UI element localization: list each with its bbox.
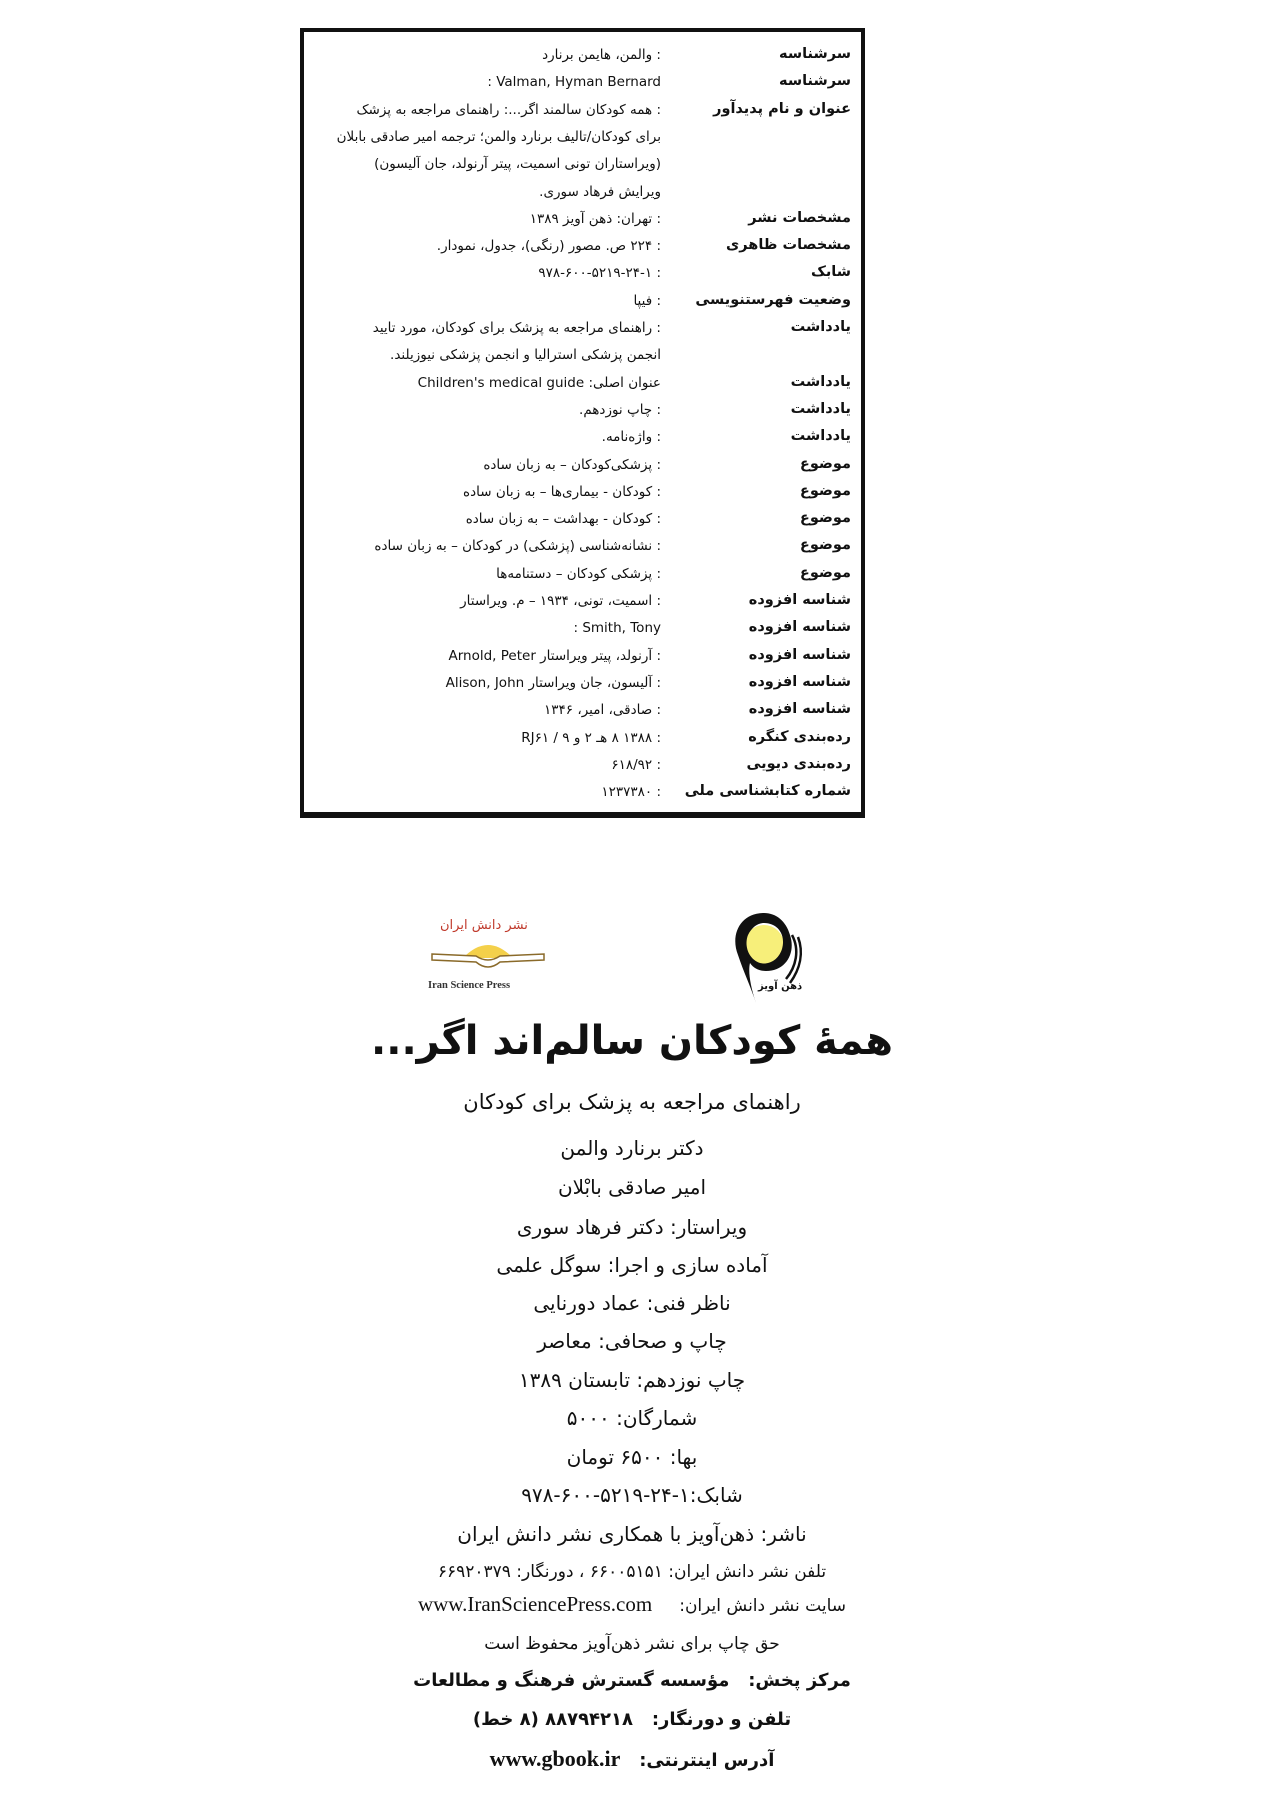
catalog-row xyxy=(304,155,861,182)
distribution-value: مؤسسه گسترش فرهنگ و مطالعات xyxy=(413,1670,730,1691)
catalog-field-label: شناسه افزوده xyxy=(748,701,851,718)
catalog-field-value: : چاپ نوزدهم. xyxy=(579,401,661,418)
catalog-field-label: یادداشت xyxy=(790,319,851,335)
catalog-field-value: : همه کودکان سالمند اگر...: راهنمای مراجعه به پزشک xyxy=(356,101,661,118)
cataloging-in-publication-box xyxy=(300,28,865,818)
translator: امیر صادقی بابْلان xyxy=(557,1175,707,1199)
catalog-row xyxy=(304,428,861,455)
editor: ویراستار: دکتر فرهاد سوری xyxy=(516,1215,748,1239)
site-label: سایت نشر دانش ایران: xyxy=(679,1596,847,1616)
catalog-field-value: : کودکان - بهداشت – به زبان ساده xyxy=(465,511,661,528)
publisher-site xyxy=(0,1592,1264,1617)
catalog-field-label: عنوان و نام پدیدآور xyxy=(713,100,851,117)
catalog-row xyxy=(304,537,861,564)
copyright: حق چاپ برای نشر ذهن‌آویز محفوظ است xyxy=(484,1634,780,1654)
tel-value: ۸۸۷۹۴۲۱۸ (۸ خط) xyxy=(472,1709,633,1730)
catalog-field-label: موضوع xyxy=(799,537,851,554)
catalog-field-label: شناسه افزوده xyxy=(748,619,851,636)
catalog-row xyxy=(304,237,861,264)
catalog-field-label: موضوع xyxy=(799,455,851,472)
catalog-field-label: مشخصات ظاهری xyxy=(726,237,851,254)
catalog-field-value: : اسمیت، تونی، ۱۹۳۴ – م. ویراستار xyxy=(460,593,661,609)
catalog-field-value: : ۱۲۳۷۳۸۰ xyxy=(601,784,661,801)
catalog-row xyxy=(304,101,861,128)
catalog-row xyxy=(304,701,861,728)
catalog-field-label: موضوع xyxy=(799,510,851,527)
catalog-row xyxy=(304,619,861,646)
catalog-field-value: : فیپا xyxy=(633,292,661,309)
catalog-field-value: : ۱۳۸۸ ۸ هـ ۲ و RJ۶۱ / ۹ xyxy=(521,729,661,746)
catalog-row xyxy=(304,346,861,373)
web-label: آدرس اینترنتی: xyxy=(639,1750,775,1771)
catalog-field-label: رده‌بندی کنگره xyxy=(748,728,851,745)
catalog-field-value: : آرنولد، پیتر ویراستار Arnold, Peter xyxy=(448,647,661,664)
catalog-row xyxy=(304,46,861,73)
catalog-row xyxy=(304,183,861,210)
catalog-field-value: : ۶۱۸/۹۲ xyxy=(611,756,661,773)
catalog-field-value: : واژه‌نامه. xyxy=(601,429,661,446)
catalog-field-value: : والمن، هایمن برنارد xyxy=(542,47,661,63)
catalog-field-value: : ۹۷۸-۶۰۰-۵۲۱۹-۲۴-۱ xyxy=(538,265,661,282)
book-subtitle: راهنمای مراجعه به پزشک برای کودکان xyxy=(463,1090,801,1114)
catalog-field-value: برای کودکان/تالیف برنارد والمن؛ ترجمه امیر صادقی بابلان xyxy=(336,128,661,145)
catalog-field-value: Smith, Tony : xyxy=(573,620,661,637)
catalog-field-value: : صادقی، امیر، ۱۳۴۶ xyxy=(544,702,661,719)
catalog-field-value: : آلیسون، جان ویراستار Alison, John xyxy=(445,674,661,691)
catalog-field-label: یادداشت xyxy=(790,428,851,445)
catalog-field-label: سرشناسه xyxy=(779,73,851,90)
catalog-row xyxy=(304,401,861,428)
catalog-field-label: شناسه افزوده xyxy=(748,673,851,690)
catalog-row xyxy=(304,783,861,810)
catalog-field-label: شناسه افزوده xyxy=(748,592,851,608)
catalog-field-value: : راهنمای مراجعه به پزشک برای کودکان، مورد تایید xyxy=(372,320,661,336)
catalog-field-value: (ویراستاران تونی اسمیت، پیتر آرنولد، جان آلیسون) xyxy=(374,156,661,173)
catalog-field-label: رده‌بندی دیویی xyxy=(746,755,851,772)
preparation: آماده سازی و اجرا: سوگل علمی xyxy=(496,1253,768,1277)
catalog-row xyxy=(304,756,861,783)
catalog-field-label: موضوع xyxy=(799,564,851,581)
site-url[interactable]: www.IranSciencePress.com xyxy=(417,1592,653,1616)
catalog-field-label: شماره کتابشناسی ملی xyxy=(684,783,851,800)
catalog-field-label: شناسه افزوده xyxy=(748,646,851,663)
zehn-aviz-logo-text: ذهن آویز xyxy=(758,981,803,992)
catalog-row xyxy=(304,592,861,619)
distribution-web xyxy=(0,1746,1264,1772)
catalog-row xyxy=(304,674,861,701)
author: دکتر برنارد والمن xyxy=(560,1136,704,1160)
distribution-label: مرکز پخش: xyxy=(748,1670,851,1691)
catalog-field-value: عنوان اصلی: Children's medical guide xyxy=(417,374,661,391)
catalog-row xyxy=(304,128,861,155)
catalog-row xyxy=(304,729,861,756)
catalog-field-label: موضوع xyxy=(799,482,851,499)
catalog-field-label: مشخصات نشر xyxy=(748,209,851,226)
catalog-field-value: : ۲۲۴ ص. مصور (رنگی)، جدول، نمودار. xyxy=(436,238,661,255)
catalog-field-value: : پزشکی‌کودکان – به زبان ساده xyxy=(483,456,661,473)
price: بها: ۶۵۰۰ تومان xyxy=(566,1445,698,1469)
catalog-field-value: : پزشکی کودکان – دستنامه‌ها xyxy=(496,565,661,582)
catalog-field-value: ویرایش فرهاد سوری. xyxy=(539,183,661,200)
catalog-row xyxy=(304,292,861,319)
catalog-field-value: : تهران: ذهن آویز ۱۳۸۹ xyxy=(529,210,661,227)
catalog-field-value: : نشانه‌شناسی (پزشکی) در کودکان – به زبان ساده xyxy=(374,538,661,555)
technical-supervisor: ناظر فنی: عماد دورنایی xyxy=(533,1291,731,1315)
catalog-row xyxy=(304,264,861,291)
catalog-row xyxy=(304,319,861,346)
catalog-row xyxy=(304,565,861,592)
catalog-field-value: انجمن پزشکی استرالیا و انجمن پزشکی نیوزیلند. xyxy=(390,347,661,364)
catalog-row xyxy=(304,456,861,483)
distribution-phone xyxy=(0,1709,1264,1730)
zehn-aviz-logo xyxy=(720,905,820,1005)
book-title: همهٔ کودکان سالم‌اند اگر... xyxy=(371,1018,893,1064)
catalog-row xyxy=(304,210,861,237)
catalog-field-label: سرشناسه xyxy=(779,46,851,62)
catalog-field-label: شابک xyxy=(811,264,851,281)
edition: چاپ نوزدهم: تابستان ۱۳۸۹ xyxy=(518,1368,746,1392)
iran-science-press-logo xyxy=(428,918,548,998)
print-run: شمارگان: ۵۰۰۰ xyxy=(566,1406,698,1430)
iran-science-press-en-text: Iran Science Press xyxy=(428,980,511,991)
catalog-row xyxy=(304,73,861,100)
catalog-field-value: : کودکان - بیماری‌ها – به زبان ساده xyxy=(463,483,661,500)
catalog-field-label: یادداشت xyxy=(790,373,851,390)
catalog-row xyxy=(304,647,861,674)
catalog-row xyxy=(304,374,861,401)
iran-science-press-fa-text: نشر دانش ایران xyxy=(440,918,528,933)
publisher: ناشر: ذهن‌آویز با همکاری نشر دانش ایران xyxy=(457,1522,807,1546)
printing: چاپ و صحافی: معاصر xyxy=(537,1329,727,1353)
catalog-field-value: Valman, Hyman Bernard : xyxy=(487,74,661,91)
web-url[interactable]: www.gbook.ir xyxy=(489,1746,621,1771)
catalog-row xyxy=(304,510,861,537)
catalog-field-label: یادداشت xyxy=(790,400,851,417)
catalog-row xyxy=(304,483,861,510)
distribution xyxy=(0,1670,1264,1691)
phone: تلفن نشر دانش ایران: ۶۶۰۰۵۱۵۱ ، دورنگار: ۶۶۹۲۰۳۷۹ xyxy=(437,1562,827,1582)
catalog-field-label: وضعیت فهرستنویسی xyxy=(695,291,851,308)
tel-label: تلفن و دورنگار: xyxy=(651,1709,792,1730)
isbn: شابک:۱-۲۴-۵۲۱۹-۶۰۰-۹۷۸ xyxy=(521,1483,743,1507)
